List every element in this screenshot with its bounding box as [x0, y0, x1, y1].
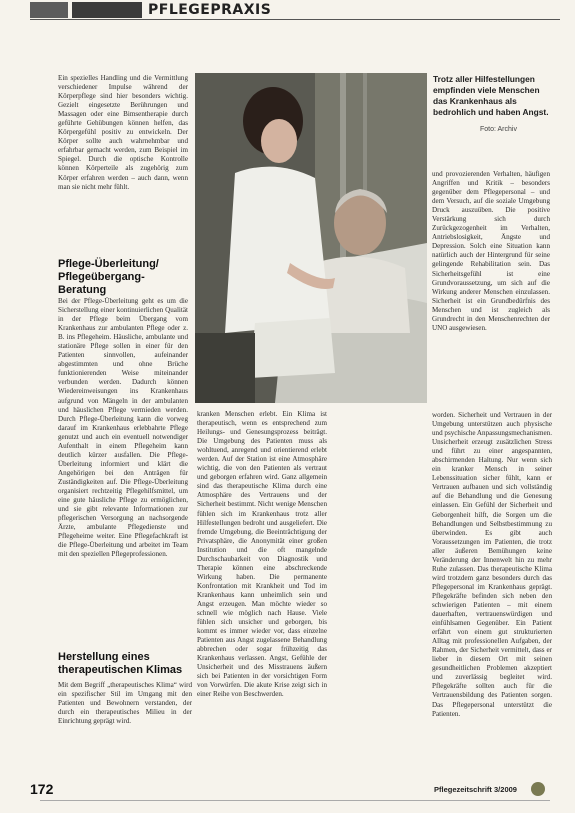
subheading-pflege-ueberleitung: Pflege-Überleitung/ Pflegeübergang-Beratung [58, 258, 159, 296]
body-text-col3-top [432, 170, 550, 335]
section-header [30, 2, 560, 20]
journal-logo-icon [531, 782, 545, 796]
section-title: PFLEGEPRAXIS [148, 2, 272, 18]
page-number: 172 [30, 781, 54, 797]
paragraph: Bei der Pflege-Überleitung geht es um die Sicherstellung einer kontinuierlichen Qualität in der Pflege beim Übergang vom Krankenhaus zur ambulanten Pflege oder z. B. ins Pflegeheim. Häusliche, ambulante und stationäre Pflege sollen in einer für den Patienten sinnvollen, aufeinander abgestimmten und ohne Brüche funktionierenden Weise miteinander verbunden werden. Dadurch können Wiedereinweisungen ins Krankenhaus aufgrund von Mängeln in der ambulanten und häuslichen Pflege vermieden werden. Durch Pflege-Überleitung kann die vorweg darauf im Krankenhaus erlebbahrte Pflege genutzt und auch ein eventuell notwendiger Aufenthalt in einem Pflegeheim kann deutlich kürzer ausfallen. Die Pflege-Überleitung informiert und klärt die Angehörigen bei den Anträgen für Zuständigkeiten auf. Die Pflege-Überleitung organisiert rechtzeitig Pflegehilfsmittel, um eine gute häusliche Pflege zu ermöglichen, und sie gibt relevante Informationen zur pflegerischen Versorgung an nachsorgende Ärzte, ambulante Pflegedienste und Pflegeheime weiter. Eine Pflegefachkraft ist die Pflege-Überleitung und arbeitet im Team mit den speziellen Pflegeprofessionen. [58, 297, 188, 559]
body-text-col1-top [58, 74, 188, 194]
body-text-col1-bottom [58, 681, 192, 728]
header-band-light [30, 2, 68, 18]
paragraph: Mit dem Begriff „therapeutisches Klima“ wird ein spezifischer Stil im Umgang mit den Patienten und Bewohnern verstanden, der durch ein therapeutisches Milieu in der Einrichtung geprägt wird. [58, 681, 192, 726]
body-text-col3-bottom [432, 411, 552, 721]
body-text-col2 [197, 410, 327, 702]
header-band-dark [72, 2, 142, 18]
subheading-therapeutisches-klima: Herstellung eines therapeutischen Klimas [58, 651, 183, 676]
nurse-patient-photo [195, 73, 427, 403]
paragraph: worden. Sicherheit und Vertrauen in der Umgebung unterstützen auch physische und psychische Anpassungsmechanismen. Unsicherheit erzeugt zusätzlichen Stress und führt zu einer angespannten, abschirmenden Haltung. Nur wenn sich ein kranker Mensch in seiner Lebenssituation sicher fühlt, kann er Vertrauen aufbauen und sich vollständig auf die Behandlung und die Genesung einlassen. Ein Gefühl der Sicherheit und Geborgenheit hilft, die Sorgen um die Behandlungen und Selbstbestimmung zu überwinden. Es gibt auch Voraussetzungen im Patienten, die trotz aller äußeren Bemühungen keine Veränderung der Innenwelt hin zu mehr Ruhe zulassen. Das therapeutische Klima wird trotzdem ganz besonders durch das Pflegepersonal im Krankenhaus geprägt. Pflegekräfte befinden sich neben den schwierigen Patienten – mit einem dauerhaften, vertrauenswürdigen und einfühlsamen Gegenüber. Ein Patient erfährt von einem gut strukturierten Alltag mit professionellen Aufgaben, der Rahmen, der Sicherheit vermittelt, dass er lieber in diesem Ort mit seinen gesundheitlichen Problemen akzeptiert und zuverlässig begleitet wird. Pflegekräfte sollten auch für die Vertrauensbildung des Patienten sorgen. Das Pflegepersonal unterstützt die Patienten. [432, 411, 552, 718]
paragraph: und provozierenden Verhalten, häufigen Angriffen und Kritik – besonders gegenüber dem Pflegepersonal – und dem Versuch, auf die soziale Umgebung Druck auszuüben. Die positive Verstärkung sich durch Zurückgezogenheit im Verhalten, Antriebslosigkeit, Ängste und Depression. Solch eine Situation kann natürlich auch der Hintergrund für seine gelingende Rehabilitation sein. Das Sicherheitsgefühl ist eine Grundvoraussetzung, um sich auf die Wirkung anderer Menschen einzulassen. Sicherheit ist ein Grundbedürfnis des Menschen und ist zugleich als Grundrecht in den Menschenrechten der UNO ausgewiesen. [432, 170, 550, 332]
paragraph: kranken Menschen erlebt. Ein Klima ist therapeutisch, wenn es entsprechend zum Heilungs- und Genesungsprozess beiträgt. Die Umgebung des Patienten muss als wohltuend, anregend und orientierend erlebt werden. Auf der Station ist eine Atmosphäre wichtig, die von den Patienten als vertraut und geborgen erfahren wird. Ganz allgemein sind das therapeutische Klima durch eine Atmosphäre des Vertrauens und der Sicherheit bestimmt. Nicht wenige Menschen fühlen sich im Krankenhaus trotz aller Hilfestellungen bedroht und ausgeliefert. Die fremde Umgebung, die Beeinträchtigung der Privatsphäre, die Anonymität einer großen Institution und die oft mangelnde Durchschaubarkeit von Diagnostik und Therapie können eine abschreckende Wirkung haben. Die permanente Konfrontation mit Krankheit und Tod im Krankenhaus kann unheimlich sein und Angst erzeugen. Man möchte wieder so schnell wie möglich nach Hause. Viele fühlen sich unsicher und geborgen, bis kommt es immer wieder vor, dass einzelne Patienten aus Angst zugelassene Behandlung abbrechen oder sogar frühzeitig das Krankenhaus verlassen. Angst, Gefühle der Unsicherheit und des Misstrauens äußern sich bei Patienten in der vorsichtigen Form von Vorwürfen. Die akute Krise zeigt sich in einer Reihe von Beschwerden. [197, 410, 327, 699]
footer-rule [40, 800, 550, 801]
photo-caption: Trotz aller Hilfestellungen empfinden viele Menschen das Krankenhaus als bedrohlich und haben Angst. [433, 74, 549, 117]
body-text-col1-middle [58, 297, 188, 561]
paragraph: Ein spezielles Handling und die Vermittlung verschiedener Impulse während der Körperpflege sind hier besonders wichtig. Gezielt eingesetzte Berührungen und Massagen oder eine Bimsentherapie durch geführte Gehübungen können helfen, das Körpergefühl positiv zu entwickeln. Der Körper sollte auch wahrnehmbar und erfahrbar gemacht werden, zum Beispiel im Spiegel. Durch die optische Kontrolle können Körperteile als zugehörig zum Körper erfahren werden – auch dann, wenn man sie nicht mehr fühlt. [58, 74, 188, 191]
photo-illustration [195, 73, 427, 403]
photo-credit: Foto: Archiv [480, 126, 517, 133]
journal-name: Pflegezeitschrift 3/2009 [434, 785, 517, 794]
